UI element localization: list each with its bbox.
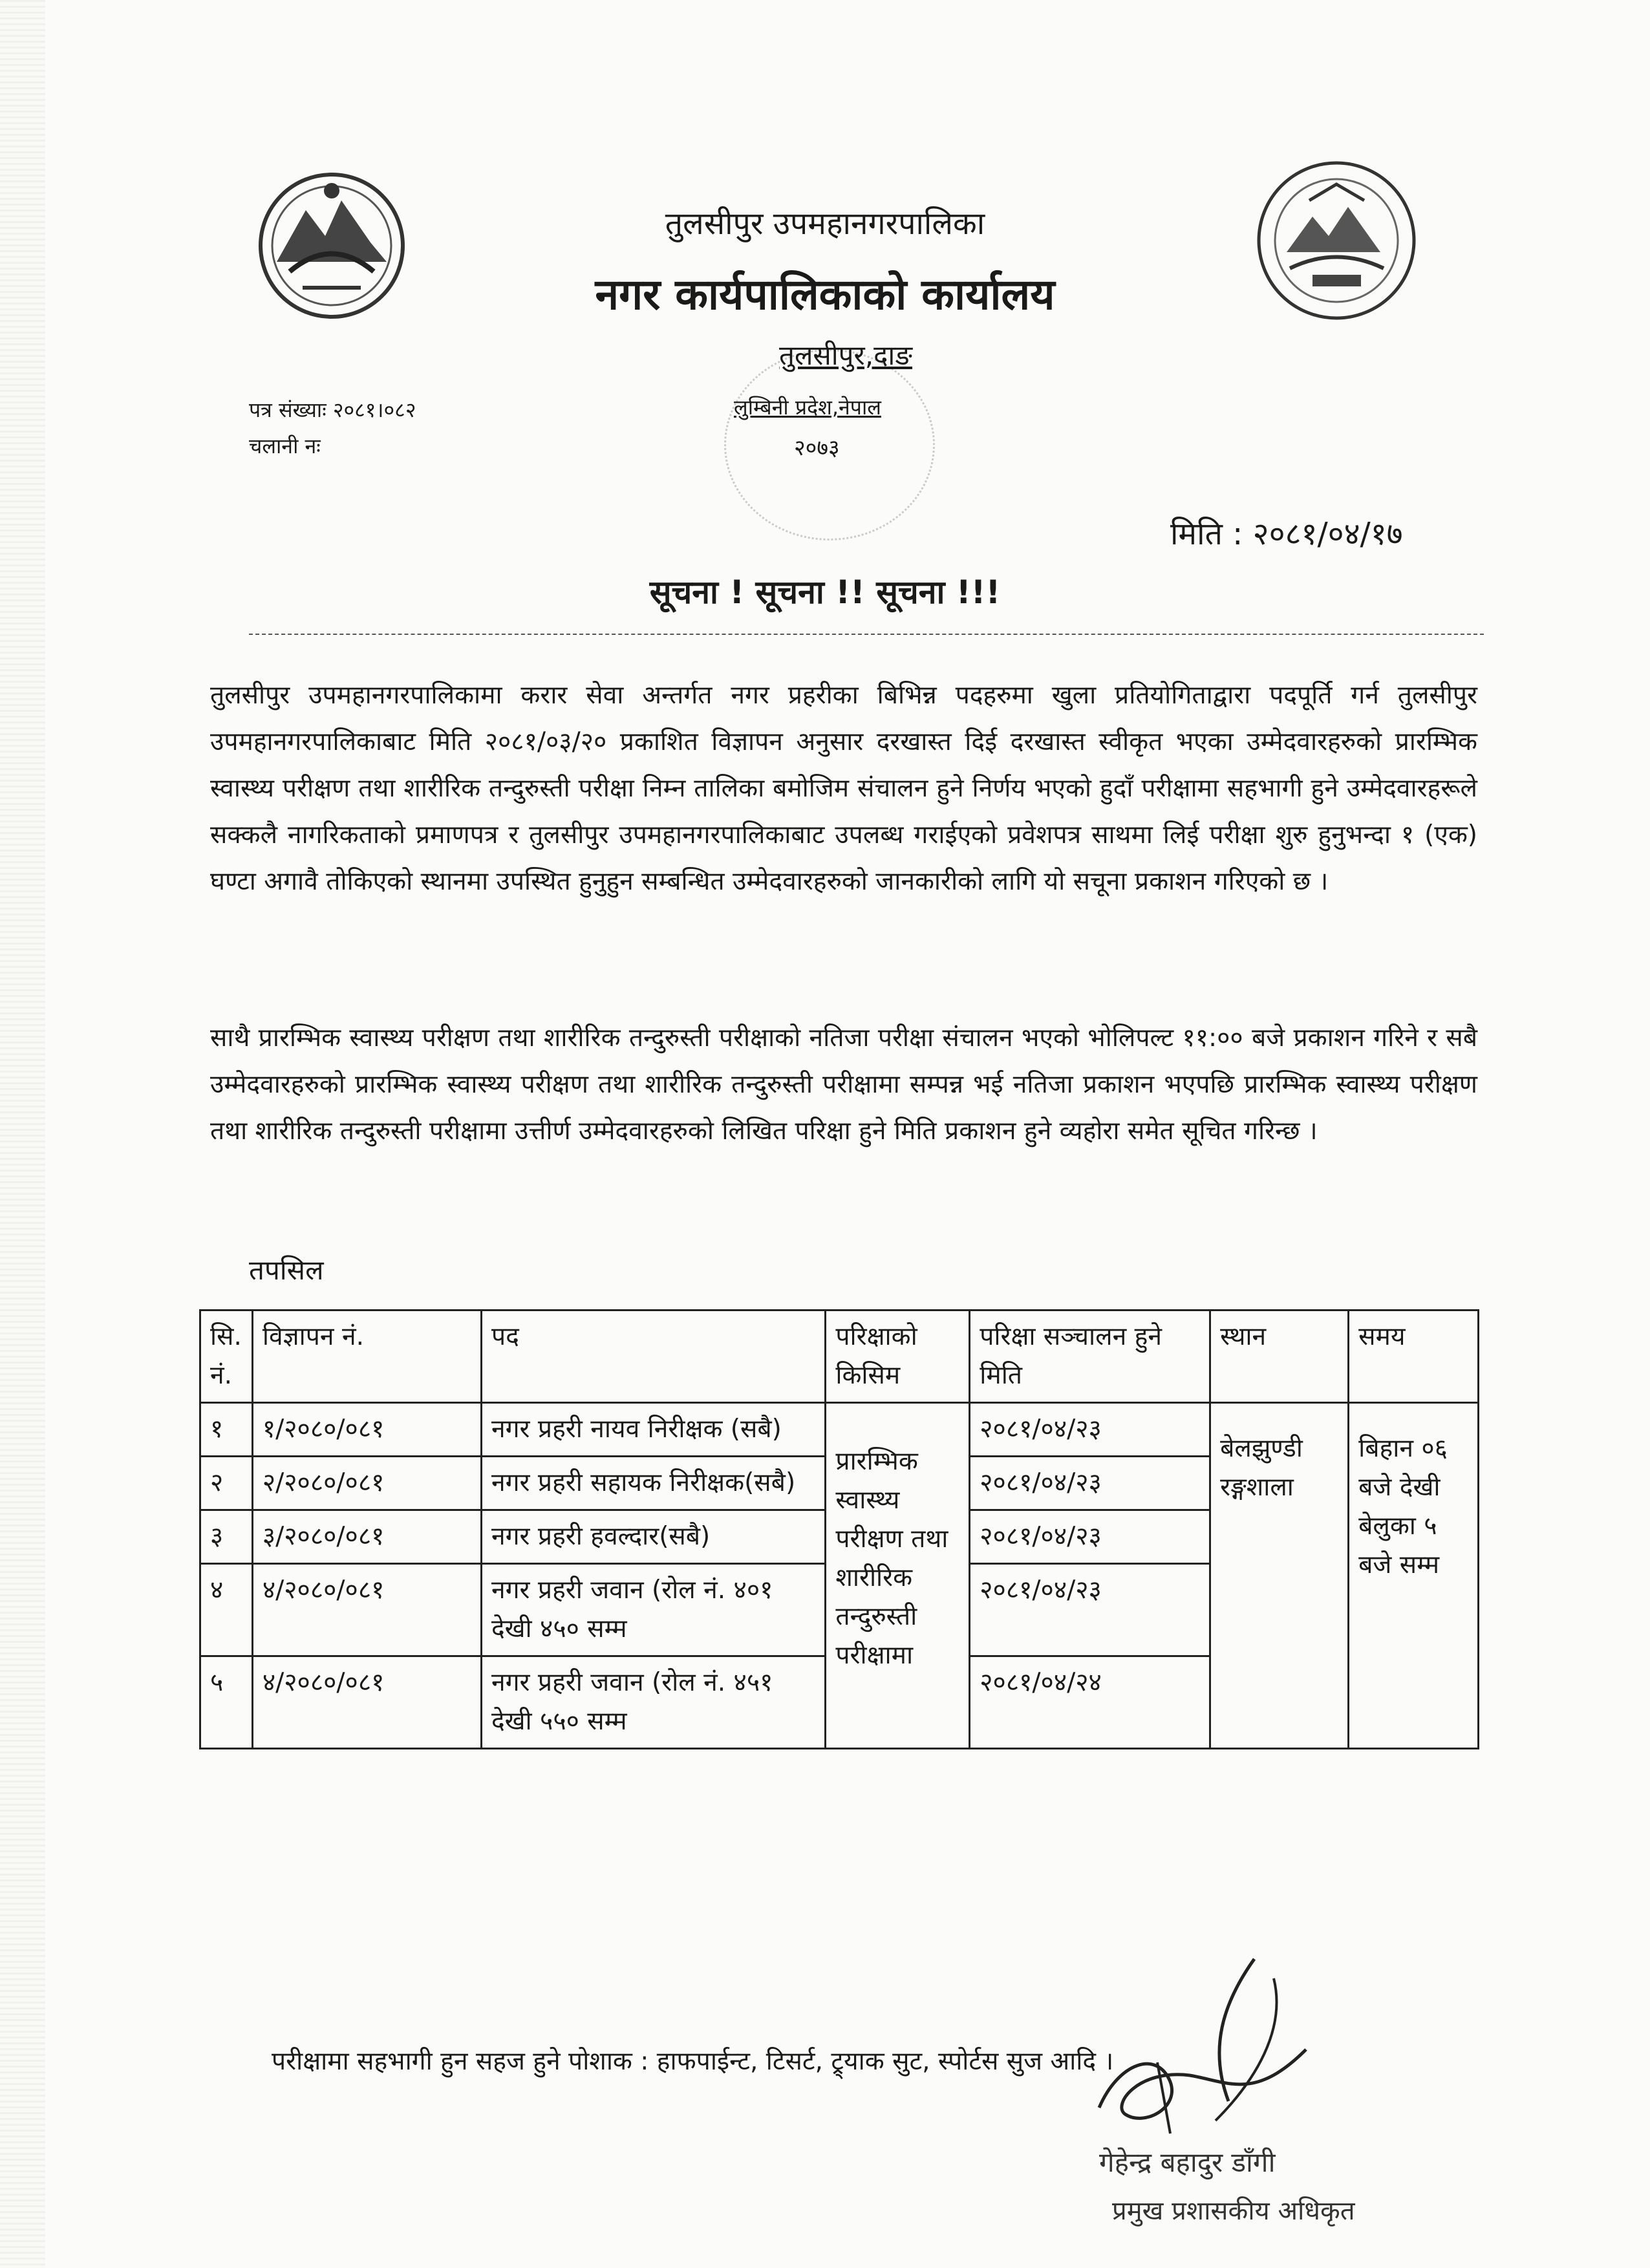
- office-location: तुलसीपुर,दाङ: [779, 339, 913, 371]
- cell-date: २०८१/०४/२३: [970, 1510, 1210, 1564]
- col-header-time: समय: [1349, 1311, 1479, 1403]
- col-header-post: पद: [481, 1311, 825, 1403]
- cell-post: नगर प्रहरी जवान (रोल नं. ४०१ देखी ४५० सम्म: [481, 1564, 825, 1656]
- cell-date: २०८१/०४/२४: [970, 1656, 1210, 1749]
- cell-date: २०८१/०४/२३: [970, 1403, 1210, 1457]
- cell-post: नगर प्रहरी हवल्दार(सबै): [481, 1510, 825, 1564]
- dispatch-number: चलानी नः: [249, 434, 321, 458]
- cell-post: नगर प्रहरी सहायक निरीक्षक(सबै): [481, 1457, 825, 1510]
- letter-number: पत्र संख्याः २०८१।०८२: [249, 398, 416, 422]
- col-header-place: स्थान: [1210, 1311, 1349, 1403]
- scan-edge: [0, 0, 45, 2268]
- table-row: [200, 1403, 1479, 1457]
- cell-post: नगर प्रहरी जवान (रोल नं. ४५१ देखी ५५० सम्म: [481, 1656, 825, 1749]
- letter-date: मिति : २०८१/०४/१७: [1170, 516, 1403, 552]
- cell-time: बिहान ०६ बजे देखी बेलुका ५ बजे सम्म: [1349, 1403, 1479, 1749]
- cell-date: २०८१/०४/२३: [970, 1457, 1210, 1510]
- cell-sn: ४: [200, 1564, 253, 1656]
- office-province: लुम्बिनी प्रदेश,नेपाल: [734, 395, 881, 420]
- municipality-name: तुलसीपुर उपमहानगरपालिका: [665, 206, 985, 242]
- col-header-type: परिक्षाको किसिम: [826, 1311, 970, 1403]
- cell-adv: २/२०८०/०८१: [252, 1457, 481, 1510]
- col-header-date: परिक्षा सञ्चालन हुने मिति: [970, 1311, 1210, 1403]
- cell-sn: १: [200, 1403, 253, 1457]
- dress-code-note: परीक्षामा सहभागी हुन सहज हुने पोशाक : हाफपाईन्ट, टिसर्ट, ट्र्याक सुट, स्पोर्टस सुज आदि ।: [272, 2047, 1114, 2076]
- signatory-designation: प्रमुख प्रशासकीय अधिकृत: [1112, 2196, 1355, 2226]
- cell-sn: २: [200, 1457, 253, 1510]
- exam-schedule-table: [199, 1309, 1479, 1749]
- cell-adv: ४/२०८०/०८१: [252, 1656, 481, 1749]
- cell-exam-type: प्रारम्भिक स्वास्थ्य परीक्षण तथा शारीरिक तन्दुरुस्ती परीक्षामा: [826, 1403, 970, 1749]
- cell-adv: ३/२०८०/०८१: [252, 1510, 481, 1564]
- col-header-adv: विज्ञापन नं.: [252, 1311, 481, 1403]
- office-year: २०७३: [794, 435, 840, 461]
- col-header-sn: सि. नं.: [200, 1311, 253, 1403]
- notice-paragraph-1: तुलसीपुर उपमहानगरपालिकामा करार सेवा अन्तर्गत नगर प्रहरीका बिभिन्न पदहरुमा खुला प्रतियोगिताद्वारा पदपूर्ति गर्न तुलसीपुर उपमहानगरपालिकाबाट मिति २०८१/०३/२० प्रकाशित विज्ञापन अनुसार दरखास्त दिई दरखास्त स्वीकृत भएका उम्मेदवारहरुको प्रारम्भिक स्वास्थ्य परीक्षण तथा शारीरिक तन्दुरुस्ती परीक्षा निम्न तालिका बमोजिम संचालन हुने निर्णय भएको हुदाँ परीक्षामा सहभागी हुने उम्मेदवारहरूले सक्कलै नागरिकताको प्रमाणपत्र र तुलसीपुर उपमहानगरपालिकाबाट उपलब्ध गराईएको प्रवेशपत्र साथमा लिई परीक्षा शुरु हुनुभन्दा १ (एक) घण्टा अगावै तोकिएको स्थानमा उपस्थित हुनुहुन सम्बन्धित उम्मेदवारहरुको जानकारीको लागि यो सचूना प्रकाशन गरिएको छ ।: [210, 681, 1477, 896]
- cell-place: बेलझुण्डी रङ्गशाला: [1210, 1403, 1349, 1749]
- cell-date: २०८१/०४/२३: [970, 1564, 1210, 1656]
- signatory-name: गेहेन्द्र बहादुर डाँगी: [1099, 2146, 1276, 2178]
- table-header-row: [200, 1311, 1479, 1403]
- cell-sn: ३: [200, 1510, 253, 1564]
- schedule-heading: तपसिल: [249, 1254, 324, 1286]
- cell-adv: ४/२०८०/०८१: [252, 1564, 481, 1656]
- office-name: नगर कार्यपालिकाको कार्यालय: [595, 270, 1055, 319]
- cell-post: नगर प्रहरी नायव निरीक्षक (सबै): [481, 1403, 825, 1457]
- cell-adv: १/२०८०/०८१: [252, 1403, 481, 1457]
- divider: [249, 634, 1484, 635]
- notice-title: सूचना ! सूचना !! सूचना !!!: [649, 573, 1001, 611]
- notice-paragraph-2: साथै प्रारम्भिक स्वास्थ्य परीक्षण तथा शारीरिक तन्दुरुस्ती परीक्षाको नतिजा परीक्षा संचालन भएको भोलिपल्ट ११:०० बजे प्रकाशन गरिने र सबै उम्मेदवारहरुको प्रारम्भिक स्वास्थ्य परीक्षण तथा शारीरिक तन्दुरुस्ती परीक्षामा सम्पन्न भई नतिजा प्रकाशन भएपछि प्रारम्भिक स्वास्थ्य परीक्षण तथा शारीरिक तन्दुरुस्ती परीक्षामा उत्तीर्ण उम्मेदवारहरुको लिखित परिक्षा हुने मिति प्रकाशन हुने व्यहोरा समेत सूचित गरिन्छ ।: [210, 1023, 1477, 1146]
- cell-sn: ५: [200, 1656, 253, 1749]
- signature-icon: [1060, 1952, 1332, 2146]
